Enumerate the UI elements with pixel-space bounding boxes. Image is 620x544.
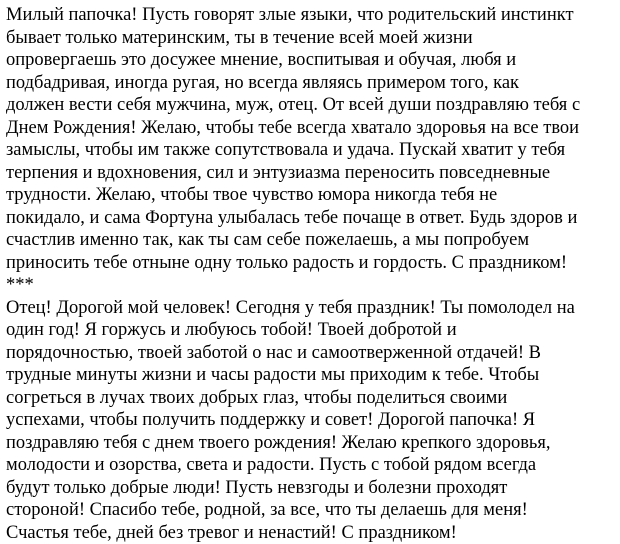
greeting-2-line: трудные минуты жизни и часы радости мы приходим к тебе. Чтобы (6, 364, 617, 387)
greeting-1-line: трудности. Желаю, чтобы твое чувство юмора никогда тебя не (6, 184, 617, 207)
greeting-text (6, 4, 617, 544)
separator: *** (6, 274, 617, 297)
greeting-1-line: бывает только материнским, ты в течение всей моей жизни (6, 27, 617, 50)
greeting-2-line: успехами, чтобы получить поддержку и совет! Дорогой папочка! Я (6, 409, 617, 432)
greeting-1-line: терпения и вдохновения, сил и энтузиазма переносить повседневные (6, 162, 617, 185)
greeting-2-line: будут только добрые люди! Пусть невзгоды и болезни проходят (6, 477, 617, 500)
greeting-1-line: опровергаешь это досужее мнение, воспитывая и обучая, любя и (6, 49, 617, 72)
greeting-2-line: молодости и озорства, света и радости. Пусть с тобой рядом всегда (6, 454, 617, 477)
greeting-1-line: счастлив именно так, как ты сам себе пожелаешь, а мы попробуем (6, 229, 617, 252)
greeting-1-line: подбадривая, иногда ругая, но всегда являясь примером того, как (6, 72, 617, 95)
greeting-1-line: замыслы, чтобы им также сопутствовала и удача. Пускай хватит у тебя (6, 139, 617, 162)
greeting-2-line: согреться в лучах твоих добрых глаз, чтобы поделиться своими (6, 387, 617, 410)
greeting-1-line: должен вести себя мужчина, муж, отец. От всей души поздравляю тебя с (6, 94, 617, 117)
greeting-1-line: приносить тебе отныне одну только радость и гордость. С праздником! (6, 252, 617, 275)
greeting-2-line: стороной! Спасибо тебе, родной, за все, что ты делаешь для меня! (6, 499, 617, 522)
greeting-1-line: покидало, и сама Фортуна улыбалась тебе почаще в ответ. Будь здоров и (6, 207, 617, 230)
greeting-2-line: один год! Я горжусь и любуюсь тобой! Твоей добротой и (6, 319, 617, 342)
greeting-1-line: Днем Рождения! Желаю, чтобы тебе всегда хватало здоровья на все твои (6, 117, 617, 140)
greeting-1-line: Милый папочка! Пусть говорят злые языки, что родительский инстинкт (6, 4, 617, 27)
greeting-2-line: Отец! Дорогой мой человек! Сегодня у тебя праздник! Ты помолодел на (6, 297, 617, 320)
greeting-2-line: поздравляю тебя с днем твоего рождения! Желаю крепкого здоровья, (6, 432, 617, 455)
greeting-2-line: порядочностью, твоей заботой о нас и самоотверженной отдачей! В (6, 342, 617, 365)
greeting-2-line: Счастья тебе, дней без тревог и ненастий! С праздником! (6, 522, 617, 544)
